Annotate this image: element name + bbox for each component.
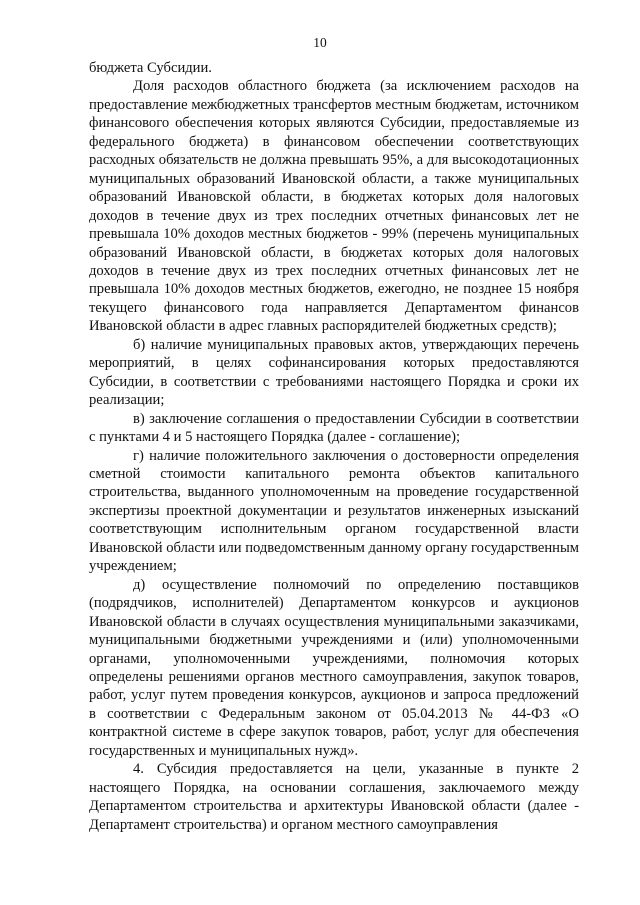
paragraph-continuation: бюджета Субсидии. bbox=[89, 60, 212, 76]
paragraph-budget-share: Доля расходов областного бюджета (за исключением расходов на предоставление межбюджетных трансфертов местным бюджетам, источником финансового обеспечения которых являются Субсидии, предоставляемые из федерального бюджета) в финансовом обеспечении соответствующих расходных обязательств не должна превышать 95%, а для высокодотационных муниципальных образований Ивановской области, а также муниципальных образований Ивановской области, в бюджетах которых доля налоговых доходов в течение двух из трех последних отчетных финансовых лет не превышала 10% доходов местных бюджетов - 99% (перечень муниципальных образований Ивановской области, в бюджетах которых доля налоговых доходов в течение двух из трех последних отчетных финансовых лет не превышала 10% доходов местных бюджетов, ежегодно, не позднее 15 ноября текущего финансового года направляется Департаментом финансов Ивановской области в адрес главных распорядителей бюджетных средств); bbox=[89, 78, 579, 335]
paragraph-item-d: д) осуществление полномочий по определению поставщиков (подрядчиков, исполнителей) Департаментом конкурсов и аукционов Ивановской области в случаях осуществления муниципальными заказчиками, муниципальными бюджетными учреждениями и (или) уполномоченными органами, уполномоченными учреждениями, полномочия которых определены решениями органов местного самоуправления, закупок товаров, работ, услуг путем проведения конкурсов, аукционов и запроса предложений в соответствии с Федеральным законом от 05.04.2013 № 44-ФЗ «О контрактной системе в сфере закупок товаров, работ, услуг для обеспечения государственных и муниципальных нужд». bbox=[89, 576, 579, 759]
paragraph-point-4: 4. Субсидия предоставляется на цели, указанные в пункте 2 настоящего Порядка, на основании соглашения, заключаемого между Департаментом строительства и архитектуры Ивановской области (далее - Департамент строительства) и органом местного самоуправления bbox=[89, 761, 579, 833]
paragraph-item-b: б) наличие муниципальных правовых актов, утверждающих перечень мероприятий, в целях софинансирования которых предоставляются Субсидии, в соответствии с требованиями настоящего Порядка и сроки их реализации; bbox=[89, 336, 579, 409]
page-number: 10 bbox=[313, 35, 327, 50]
document-body bbox=[89, 59, 579, 834]
paragraph-item-v: в) заключение соглашения о предоставлении Субсидии в соответствии с пунктами 4 и 5 настоящего Порядка (далее - соглашение); bbox=[89, 410, 579, 446]
paragraph-item-g: г) наличие положительного заключения о достоверности определения сметной стоимости капитального ремонта объектов капитального строительства, выданного уполномоченным на проведение государственной экспертизы проектной документации и результатов инженерных изысканий соответствующим исполнительным органом государственной власти Ивановской области или подведомственным данному органу государственным учреждением; bbox=[89, 447, 579, 575]
